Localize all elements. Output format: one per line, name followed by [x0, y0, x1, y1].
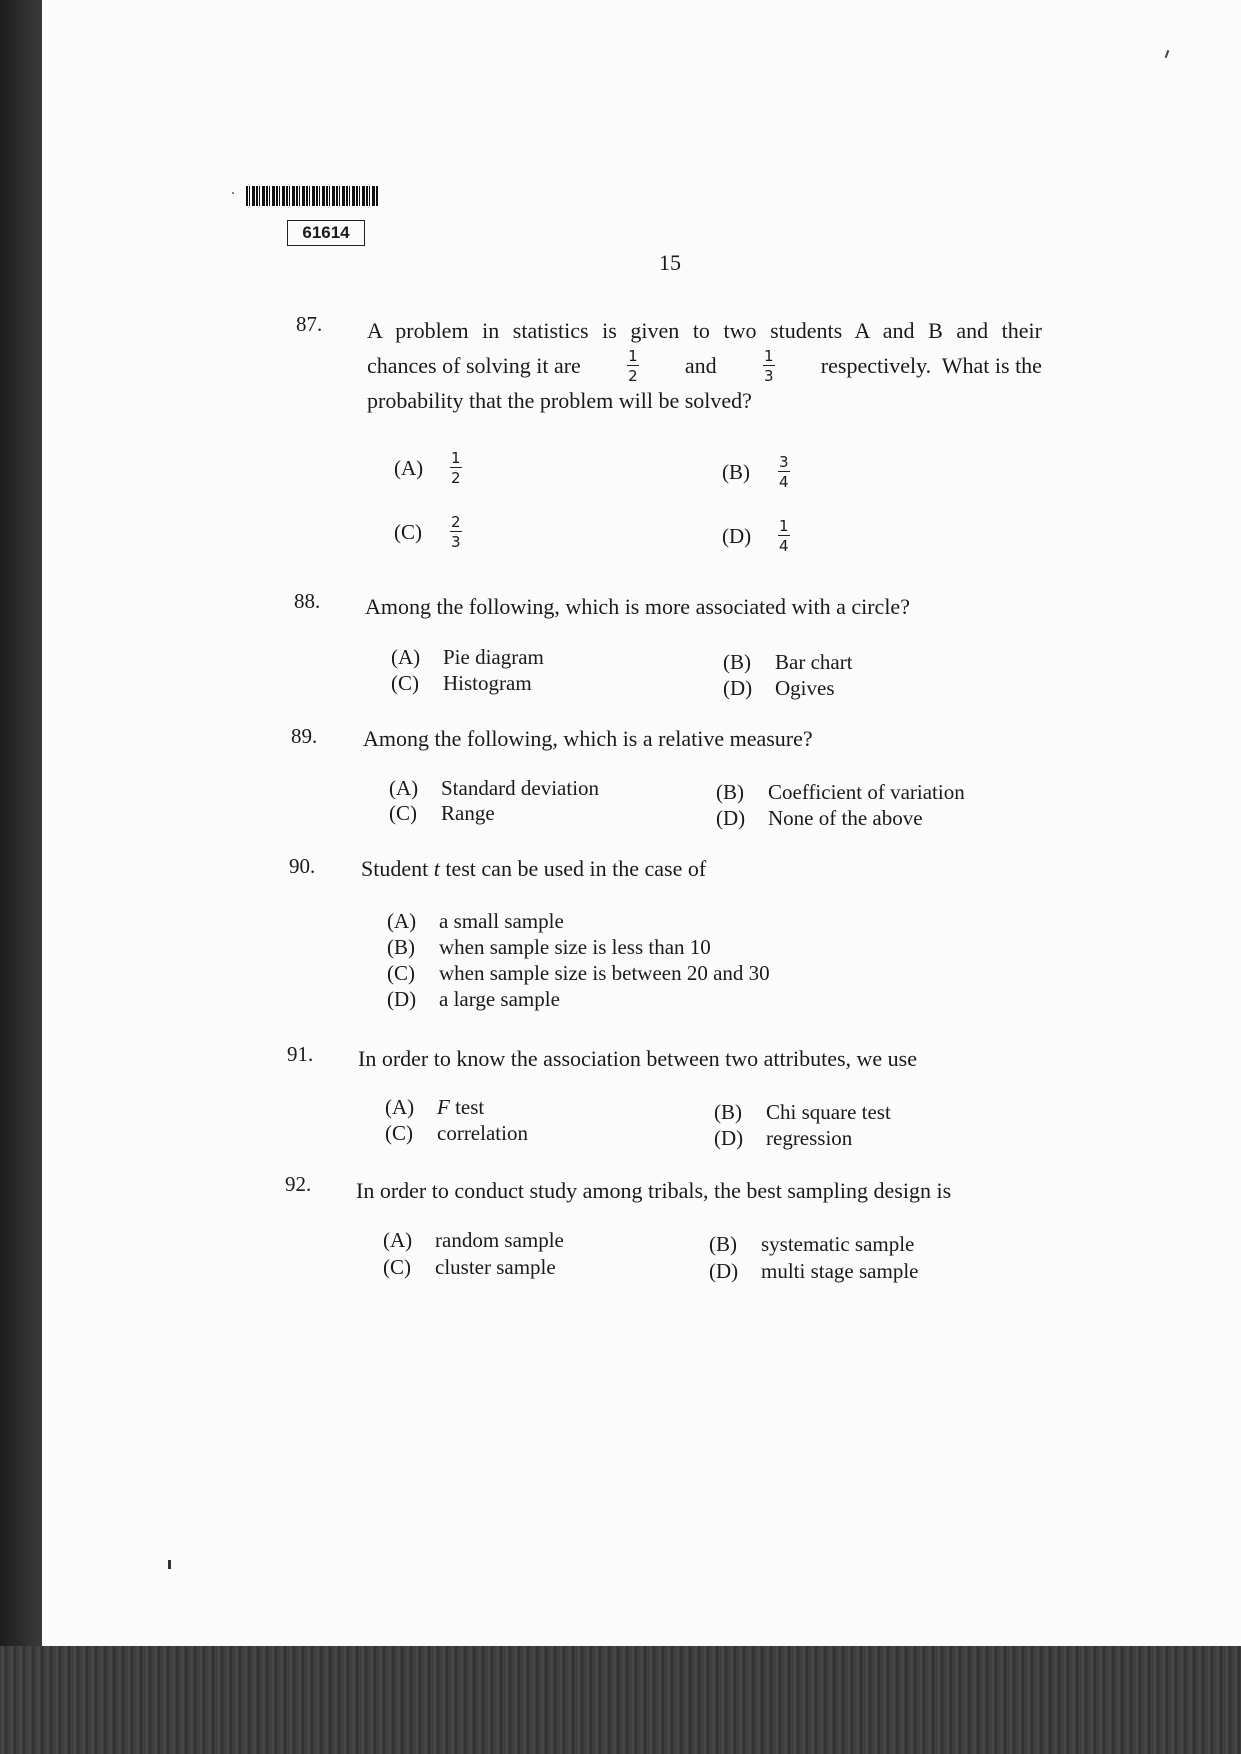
- question-text: In order to know the association between two attributes, we use: [358, 1046, 918, 1071]
- option-d[interactable]: [723, 676, 835, 701]
- question-text: In order to conduct study among tribals, the best sampling design is: [356, 1178, 952, 1203]
- option-d[interactable]: [722, 518, 794, 554]
- question-text-segment: respectively. What is the: [820, 353, 1042, 378]
- fraction: [627, 348, 639, 384]
- question-text: Among the following, which is a relative measure?: [363, 726, 813, 751]
- option-b[interactable]: [714, 1100, 891, 1125]
- question-text-segment: chances of solving it are: [367, 353, 581, 378]
- option-text: test: [455, 1095, 485, 1119]
- question-number: 88.: [294, 589, 321, 613]
- fraction: [763, 348, 775, 384]
- option-text: Coefficient of variation: [768, 780, 965, 804]
- scan-speck: [232, 192, 234, 194]
- option-label: (A): [387, 909, 417, 933]
- option-label: (C): [389, 801, 417, 825]
- option-label: (D): [709, 1259, 739, 1283]
- fraction-denominator: 4: [779, 537, 789, 555]
- option-a[interactable]: [394, 450, 466, 486]
- option-c[interactable]: [383, 1255, 556, 1280]
- option-c[interactable]: [385, 1121, 528, 1146]
- question-number: 87.: [296, 312, 323, 336]
- fraction-numerator: 1: [763, 347, 774, 365]
- option-b[interactable]: [387, 935, 711, 960]
- option-text: None of the above: [768, 806, 923, 830]
- option-label: (D): [716, 806, 746, 830]
- question-text-line: probability that the problem will be solved?: [367, 388, 752, 413]
- option-text: systematic sample: [761, 1232, 915, 1256]
- option-label: (B): [709, 1232, 737, 1256]
- option-text: Chi square test: [766, 1100, 891, 1124]
- option-label: (B): [716, 780, 744, 804]
- question-text-segment: Student: [361, 856, 429, 881]
- question-number: 92.: [285, 1172, 312, 1196]
- option-label: (A): [385, 1095, 415, 1119]
- option-text: random sample: [435, 1228, 564, 1252]
- option-text: Pie diagram: [443, 645, 544, 669]
- option-text: regression: [766, 1126, 853, 1150]
- fraction-numerator: 3: [779, 453, 789, 471]
- question-text-italic: t: [433, 856, 440, 881]
- option-label: (D): [723, 676, 753, 700]
- option-c[interactable]: [389, 801, 495, 826]
- fraction-denominator: 2: [628, 367, 638, 385]
- option-label: (B): [387, 935, 415, 959]
- option-label: (C): [394, 519, 422, 544]
- option-label: (C): [387, 961, 415, 985]
- option-d[interactable]: [716, 806, 923, 831]
- option-label: (B): [723, 650, 751, 674]
- option-label: (C): [385, 1121, 413, 1145]
- option-d[interactable]: [709, 1259, 918, 1284]
- option-c[interactable]: [394, 514, 466, 550]
- option-label: (B): [722, 459, 750, 484]
- fraction-denominator: 4: [779, 473, 789, 491]
- option-a[interactable]: [387, 909, 564, 934]
- question-number: 89.: [291, 724, 318, 748]
- fraction: [450, 514, 462, 550]
- option-text: Range: [441, 801, 495, 825]
- fraction: [778, 518, 790, 554]
- exam-page: [42, 0, 1241, 1646]
- fraction-numerator: 2: [451, 513, 461, 531]
- option-text: when sample size is between 20 and 30: [439, 961, 770, 985]
- option-text: cluster sample: [435, 1255, 556, 1279]
- option-b[interactable]: [709, 1232, 914, 1257]
- option-b[interactable]: [722, 454, 794, 490]
- scan-speck: [168, 1560, 171, 1569]
- option-text: Ogives: [775, 676, 835, 700]
- fraction-denominator: 3: [451, 533, 461, 551]
- fraction-denominator: 2: [451, 469, 461, 487]
- option-text: Bar chart: [775, 650, 853, 674]
- option-a[interactable]: [383, 1228, 564, 1253]
- option-text: Histogram: [443, 671, 532, 695]
- fraction: [778, 454, 790, 490]
- option-text: multi stage sample: [761, 1259, 919, 1283]
- option-text: a large sample: [439, 987, 560, 1011]
- question-number: 90.: [289, 854, 316, 878]
- question-text: [361, 852, 706, 886]
- question-text-line: A problem in statistics is given to two students A and B and their: [367, 318, 1042, 343]
- option-text: correlation: [437, 1121, 528, 1145]
- page-number: 15: [659, 250, 681, 275]
- option-b[interactable]: [716, 780, 965, 805]
- option-text: when sample size is less than 10: [439, 935, 711, 959]
- fraction-numerator: 1: [451, 449, 461, 467]
- option-label: (D): [714, 1126, 744, 1150]
- question-text: Among the following, which is more associated with a circle?: [365, 594, 910, 619]
- option-text: a small sample: [439, 909, 564, 933]
- question-text-segment: and: [684, 353, 717, 378]
- fraction-numerator: 1: [779, 517, 789, 535]
- option-a[interactable]: [385, 1095, 484, 1120]
- option-label: (C): [391, 671, 419, 695]
- question-text-line: [367, 348, 1042, 384]
- question-text-segment: test can be used in the case of: [445, 856, 707, 881]
- scan-bottom-edge: [0, 1646, 1241, 1754]
- option-label: (D): [387, 987, 417, 1011]
- option-label: (A): [394, 455, 424, 480]
- option-label: (C): [383, 1255, 411, 1279]
- fraction: [450, 450, 462, 486]
- option-text-italic: F: [437, 1095, 450, 1119]
- barcode: [246, 186, 378, 206]
- option-d[interactable]: [387, 987, 560, 1012]
- option-label: (B): [714, 1100, 742, 1124]
- option-text: Standard deviation: [441, 776, 600, 800]
- option-label: (D): [722, 523, 752, 548]
- paper-code: 61614: [287, 220, 365, 246]
- option-b[interactable]: [723, 650, 853, 675]
- option-c[interactable]: [387, 961, 770, 986]
- fraction-denominator: 3: [763, 367, 774, 385]
- option-label: (A): [383, 1228, 413, 1252]
- option-c[interactable]: [391, 671, 532, 696]
- option-a[interactable]: [391, 645, 544, 670]
- fraction-numerator: 1: [628, 347, 638, 365]
- option-label: (A): [391, 645, 421, 669]
- scan-left-edge: [0, 0, 42, 1754]
- option-a[interactable]: [389, 776, 599, 801]
- option-d[interactable]: [714, 1126, 852, 1151]
- question-number: 91.: [287, 1042, 314, 1066]
- option-label: (A): [389, 776, 419, 800]
